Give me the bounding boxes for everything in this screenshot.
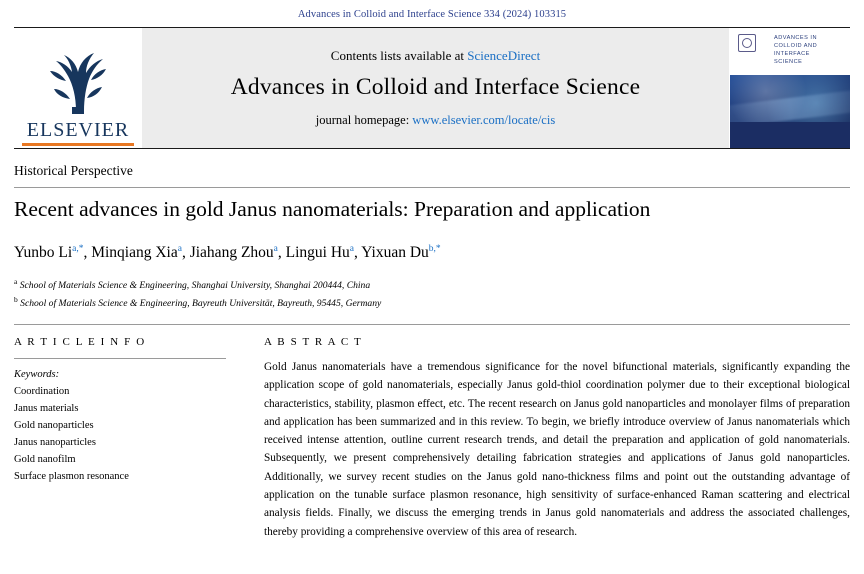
keywords-label: Keywords: <box>14 368 60 380</box>
article-info-heading: A R T I C L E I N F O <box>14 335 146 348</box>
homepage-link[interactable]: www.elsevier.com/locate/cis <box>412 113 556 127</box>
cover-header <box>730 28 850 75</box>
article-type-label: Historical Perspective <box>14 163 133 178</box>
list-item: Janus materials <box>14 402 79 414</box>
abstract-heading: A B S T R A C T <box>264 335 363 348</box>
cover-footer <box>730 122 850 148</box>
affiliation-list <box>14 276 850 312</box>
author-item[interactable]: Yixuan Du$^{b,*}$ <box>361 243 441 261</box>
abstract-column <box>242 336 850 541</box>
homepage-label: journal homepage: <box>315 113 410 127</box>
elsevier-orange-rule <box>22 143 134 146</box>
affiliation-text: School of Materials Science & Engineering, Bayreuth Universität, Bayreuth, 95445, Germany <box>20 298 382 310</box>
author-affiliation-mark: a <box>273 243 278 254</box>
page-title: Recent advances in gold Janus nanomaterials: Preparation and application <box>14 197 651 221</box>
homepage-line <box>316 113 555 128</box>
divider-under-type <box>14 187 850 188</box>
list-item: Janus nanoparticles <box>14 436 96 448</box>
cover-journal-title: ADVANCES IN COLLOID AND INTERFACE SCIENCE <box>774 35 818 66</box>
elsevier-logo <box>14 28 142 148</box>
sciencedirect-link[interactable]: ScienceDirect <box>467 48 541 63</box>
list-item: Surface plasmon resonance <box>14 470 129 482</box>
contents-prefix: Contents lists available at <box>330 48 465 63</box>
running-head: Advances in Colloid and Interface Science 334 (2024) 103315 <box>297 9 567 20</box>
list-item: Gold nanoparticles <box>14 419 94 431</box>
author-affiliation-mark: a <box>177 243 182 254</box>
author-item[interactable]: Minqiang Xia$^a$ <box>91 243 182 261</box>
author-item[interactable]: Lingui Hu$^a$ <box>285 243 355 261</box>
author-list: Yunbo Li$^{a,*}$, Minqiang Xia$^a$, Jiahang Zhou$^a$, Lingui Hu$^a$, Yixuan Du$^{b,*}$ <box>14 243 441 261</box>
journal-title: Advances in Colloid and Interface Science <box>230 74 641 100</box>
affiliation-mark: b <box>14 294 18 304</box>
info-abstract-row <box>14 324 850 541</box>
affiliation-text: School of Materials Science & Engineering, Shanghai University, Shanghai 200444, China <box>19 280 371 292</box>
journal-cover-image <box>729 28 850 148</box>
abstract-text: Gold Janus nanomaterials have a tremendous significance for the novel bifunctional materials, significantly expanding the application scope of gold nanomaterials, especially Janus gold-thiol coordination polymer due to their exceptional biological characteristics, stability, plasmon effect, etc. The recent research on Janus gold nanoparticles and monolayer films of preparation and application has been summarized and in this review. To begin, we briefly introduce overview of Janus nanomaterials which received intense attention, outline current research trends, and detail the preparation and application of gold nanomaterials. Subsequently, we present comprehensively detailing fabrication strategies and applications of Janus gold nanoparticles. Additionally, we survey recent studies on the Janus gold nano-thickness films and point out the outstanding advantage of application on the tunable surface plasmon resonance, high sensitivity of surface-enhanced Raman scattering and electrical analysis fields. Finally, we discuss the emerging trends in Janus gold nanomaterials and address the associated challenges, thereby providing a comprehensive overview of this area of research. <box>264 360 850 538</box>
affiliation-item <box>14 276 850 294</box>
journal-logo-icon <box>738 34 756 52</box>
elsevier-tree-icon <box>42 49 114 120</box>
author-affiliation-mark: a,* <box>72 243 84 254</box>
elsevier-wordmark: ELSEVIER <box>26 119 130 141</box>
divider-article-info <box>14 358 226 359</box>
author-item[interactable]: Jiahang Zhou$^a$ <box>189 243 278 261</box>
author-affiliation-mark: b,* <box>428 243 441 254</box>
journal-banner <box>142 28 729 148</box>
contents-line <box>331 48 540 64</box>
list-item: Gold nanofilm <box>14 453 76 465</box>
cover-artwork <box>730 75 850 122</box>
keywords-list <box>14 383 226 485</box>
journal-masthead <box>14 27 850 149</box>
list-item: Coordination <box>14 385 70 397</box>
affiliation-item <box>14 294 850 312</box>
article-info-column <box>14 336 242 541</box>
author-affiliation-mark: a <box>349 243 355 254</box>
author-item[interactable]: Yunbo Li$^{a,*}$ <box>14 243 84 261</box>
affiliation-mark: a <box>14 276 18 286</box>
